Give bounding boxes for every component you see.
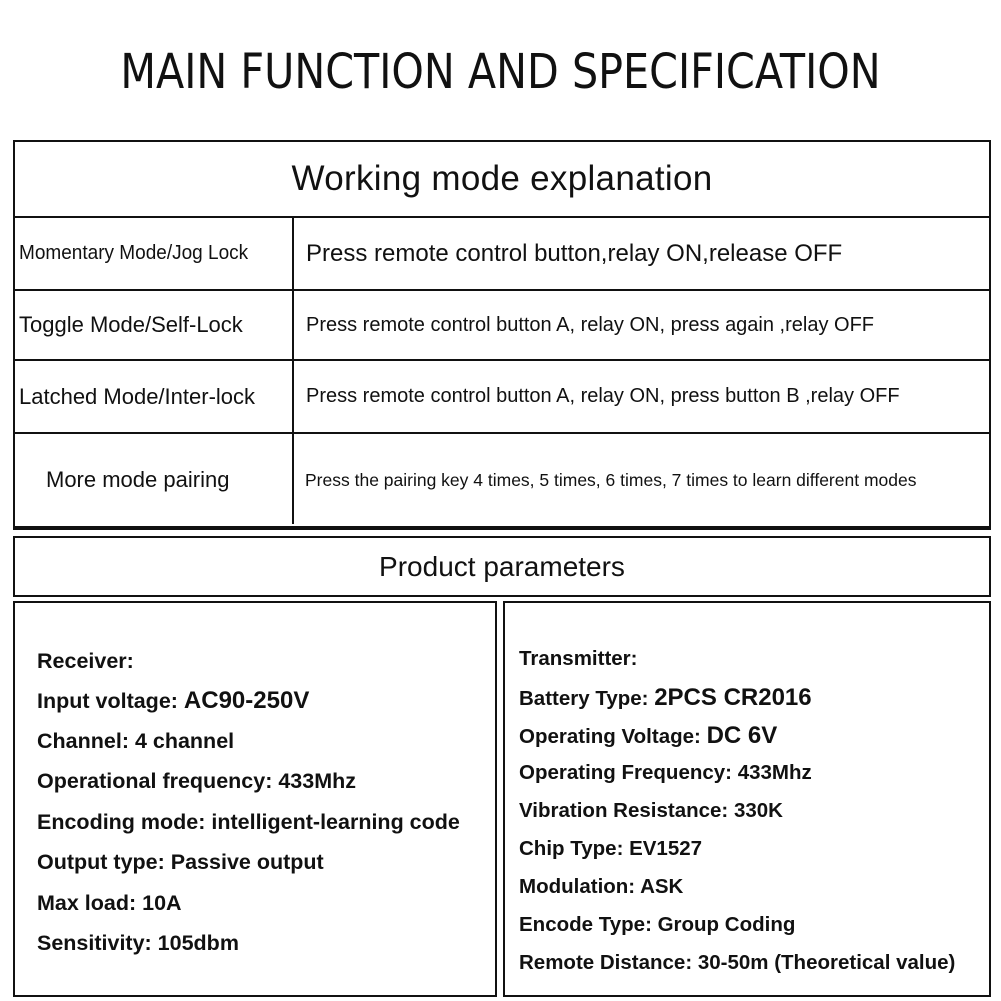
mode-label: Latched Mode/Inter-lock	[19, 383, 256, 409]
input-voltage-label: Input voltage:	[37, 689, 178, 713]
encoding-line: Encoding mode: intelligent-learning code	[37, 810, 460, 834]
receiver-title: Receiver:	[37, 649, 134, 673]
mode-description: Press remote control button A, relay ON, press button B ,relay OFF	[306, 385, 900, 407]
input-voltage-line	[37, 687, 309, 715]
operating-voltage-value: DC 6V	[706, 722, 778, 749]
mode-row	[15, 291, 989, 361]
mode-row	[15, 361, 989, 434]
vibration-line: Vibration Resistance: 330K	[519, 799, 783, 822]
operating-voltage-label: Operating Voltage:	[519, 725, 701, 748]
output-type-line: Output type: Passive output	[37, 850, 324, 874]
remote-distance-line: Remote Distance: 30-50m (Theoretical value)	[519, 951, 956, 974]
operating-frequency-line: Operating Frequency: 433Mhz	[519, 761, 812, 784]
product-parameters-heading: Product parameters	[13, 536, 991, 597]
battery-line	[519, 684, 812, 712]
transmitter-title: Transmitter:	[519, 647, 638, 670]
input-voltage-value: AC90-250V	[183, 687, 310, 714]
mode-row	[15, 434, 989, 528]
working-mode-table	[13, 140, 991, 530]
encode-type-line: Encode Type: Group Coding	[519, 913, 796, 936]
modulation-line: Modulation: ASK	[519, 875, 684, 898]
transmitter-panel	[503, 601, 991, 997]
frequency-line: Operational frequency: 433Mhz	[37, 769, 356, 793]
max-load-line: Max load: 10A	[37, 891, 182, 915]
working-mode-heading: Working mode explanation	[15, 142, 989, 218]
receiver-panel	[13, 601, 497, 997]
mode-description: Press remote control button,relay ON,release OFF	[306, 239, 843, 267]
battery-label: Battery Type:	[519, 687, 649, 710]
mode-description: Press remote control button A, relay ON, press again ,relay OFF	[306, 313, 875, 336]
page-title: MAIN FUNCTION AND SPECIFICATION	[120, 44, 881, 100]
mode-label: Momentary Mode/Jog Lock	[19, 242, 249, 264]
battery-value: 2PCS CR2016	[654, 684, 812, 711]
operating-voltage-line	[519, 722, 777, 750]
channel-line: Channel: 4 channel	[37, 729, 235, 753]
column-divider	[292, 218, 294, 524]
mode-description: Press the pairing key 4 times, 5 times, 6 times, 7 times to learn different modes	[305, 469, 917, 490]
mode-label: Toggle Mode/Self-Lock	[19, 312, 243, 337]
mode-row	[15, 218, 989, 291]
chip-type-line: Chip Type: EV1527	[519, 837, 703, 860]
sensitivity-line: Sensitivity: 105dbm	[37, 931, 239, 955]
mode-label: More mode pairing	[46, 467, 230, 492]
